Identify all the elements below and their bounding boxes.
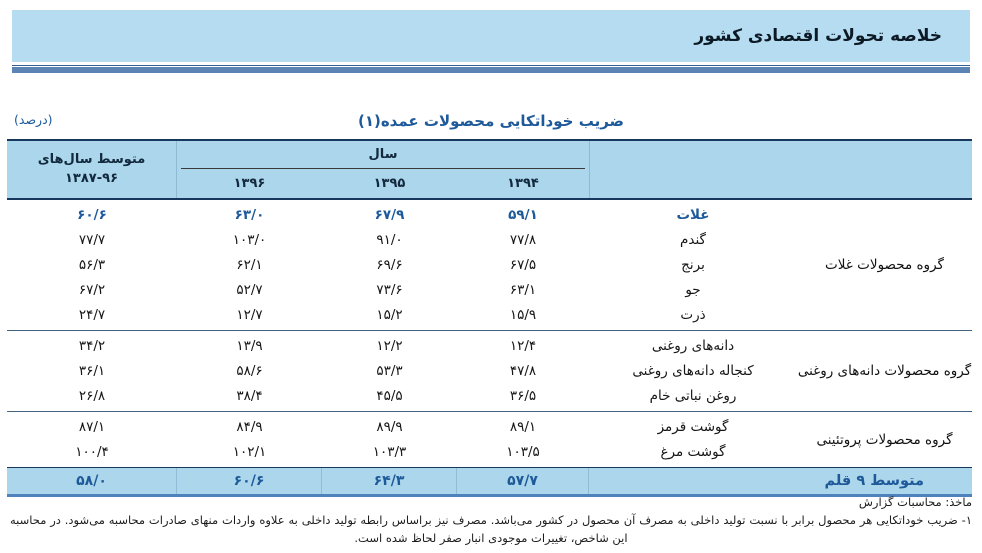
value-1394-cell: ۷۷/۸: [509, 231, 537, 248]
total-value-average: ۵۸/۰: [7, 468, 177, 494]
product-name-cell: گندم: [680, 231, 706, 248]
header-average-line2: ۱۳۸۷-۹۶: [65, 170, 119, 186]
value-1394-cell: ۶۷/۵: [509, 256, 537, 273]
group-label: گروه محصولات دانه‌های روغنی: [797, 363, 972, 379]
value-1394-cell: ۳۶/۵: [509, 387, 537, 404]
table-title: ضریب خوداتکایی محصولات عمده(۱): [357, 112, 625, 130]
header-year-group-cell: سال: [181, 141, 585, 169]
value-1396-cell: ۵۸/۶: [236, 362, 263, 379]
value-1395-cell: ۱۲/۲: [376, 337, 403, 354]
source-note: ماخذ: محاسبات گزارش: [858, 495, 972, 509]
product-name-cell: ذرت: [680, 306, 706, 323]
value-1395-cell: ۸۹/۹: [376, 418, 403, 435]
data-table: [7, 139, 972, 497]
value-1395-cell: ۷۳/۶: [376, 281, 403, 298]
value-1396-cell: ۶۲/۱: [236, 256, 263, 273]
table-row: [7, 414, 797, 439]
table-row: [7, 277, 797, 302]
value-1395-cell: ۴۵/۵: [376, 387, 403, 404]
table-row: [7, 227, 797, 252]
banner-title: خلاصه تحولات اقتصادی کشور: [694, 26, 942, 46]
table-row: [7, 358, 797, 383]
value-1395-cell: ۱۰۳/۳: [372, 443, 407, 460]
group-label: گروه محصولات پروتئینی: [816, 431, 953, 448]
value-1396-cell: ۱۰۳/۰: [232, 231, 267, 248]
table-caption-row: [10, 106, 972, 136]
header-average-line1: متوسط سال‌های: [37, 151, 146, 167]
value-1394-cell: ۱۲/۴: [509, 337, 537, 354]
value-1394-cell: ۵۹/۱: [508, 206, 538, 223]
table-row: [7, 333, 797, 358]
value-1396-cell: ۸۴/۹: [236, 418, 263, 435]
value-average-cell: ۳۶/۱: [78, 362, 106, 379]
value-1395-cell: ۱۵/۲: [376, 306, 403, 323]
header-year-1395: ۱۳۹۵: [373, 176, 406, 191]
total-value-1395: ۶۴/۳: [322, 468, 457, 494]
value-1394-cell: ۴۷/۸: [509, 362, 537, 379]
value-1395-cell: ۹۱/۰: [376, 231, 403, 248]
product-name-cell: دانه‌های روغنی: [651, 337, 735, 354]
value-1395-cell: ۵۳/۳: [376, 362, 403, 379]
group-rows: [7, 412, 797, 467]
report-banner: [12, 10, 970, 62]
unit-label: (درصد): [14, 112, 53, 127]
footnotes: [10, 494, 972, 547]
table-body: [7, 200, 972, 467]
value-average-cell: ۸۷/۱: [78, 418, 106, 435]
value-average-cell: ۶۷/۲: [78, 281, 106, 298]
value-average-cell: ۶۰/۶: [77, 206, 107, 223]
value-average-cell: ۳۴/۲: [78, 337, 106, 354]
banner-divider-thick: [12, 67, 970, 73]
value-average-cell: ۲۶/۸: [78, 387, 106, 404]
table-row: [7, 252, 797, 277]
product-name-cell: جو: [685, 281, 701, 298]
header-average-cell: [7, 141, 177, 198]
banner-divider-thin: [12, 65, 970, 66]
product-name-cell: روغن نباتی خام: [649, 387, 737, 404]
total-value-1396: ۶۰/۶: [177, 468, 322, 494]
value-average-cell: ۵۶/۳: [78, 256, 106, 273]
total-row-label: متوسط ۹ قلم: [824, 473, 924, 489]
group-rows: [7, 331, 797, 411]
group-rows: [7, 200, 797, 330]
value-1396-cell: ۱۰۲/۱: [232, 443, 267, 460]
value-1396-cell: ۶۳/۰: [234, 206, 265, 223]
table-group-section: [7, 200, 972, 330]
value-1394-cell: ۶۳/۱: [509, 281, 537, 298]
table-header: [7, 139, 972, 200]
product-name-cell: غلات: [676, 206, 710, 223]
header-year-1396: ۱۳۹۶: [233, 176, 266, 191]
table-row: [7, 302, 797, 327]
table-row: [7, 383, 797, 408]
value-1396-cell: ۵۲/۷: [236, 281, 263, 298]
table-total-row: [7, 467, 972, 497]
value-1394-cell: ۱۵/۹: [509, 306, 537, 323]
footnote-1: ۱- ضریب خوداتکایی هر محصول برابر با نسبت تولید داخلی به مصرف آن محصول در کشور می‌باشد. مصرف نیز براساس رابطه تولید داخلی به علاوه واردات منهای صادرات محاسبه می‌شود. در محاسبه این شاخص، تغییرات موجودی انبار صفر لحاظ شده است.: [10, 512, 972, 545]
product-name-cell: گوشت مرغ: [660, 443, 726, 460]
product-name-cell: کنجاله دانه‌های روغنی: [632, 362, 754, 379]
value-1394-cell: ۱۰۳/۵: [506, 443, 540, 460]
value-1395-cell: ۶۷/۹: [374, 206, 405, 223]
table-row: [7, 439, 797, 464]
total-value-1394: ۵۷/۷: [457, 468, 589, 494]
product-name-cell: گوشت قرمز: [657, 418, 729, 435]
value-average-cell: ۲۴/۷: [78, 306, 106, 323]
value-1395-cell: ۶۹/۶: [376, 256, 403, 273]
value-1394-cell: ۸۹/۱: [509, 418, 537, 435]
value-1396-cell: ۱۲/۷: [236, 306, 263, 323]
group-label: گروه محصولات غلات: [825, 257, 944, 273]
value-1396-cell: ۱۳/۹: [236, 337, 263, 354]
table-group-section: [7, 330, 972, 411]
value-average-cell: ۷۷/۷: [78, 231, 106, 248]
value-average-cell: ۱۰۰/۴: [75, 443, 109, 460]
value-1396-cell: ۳۸/۴: [236, 387, 263, 404]
header-spacer-cell: [589, 141, 972, 198]
product-name-cell: برنج: [681, 256, 705, 273]
header-year-1394: ۱۳۹۴: [507, 176, 539, 191]
table-row: [7, 202, 797, 227]
table-group-section: [7, 411, 972, 467]
